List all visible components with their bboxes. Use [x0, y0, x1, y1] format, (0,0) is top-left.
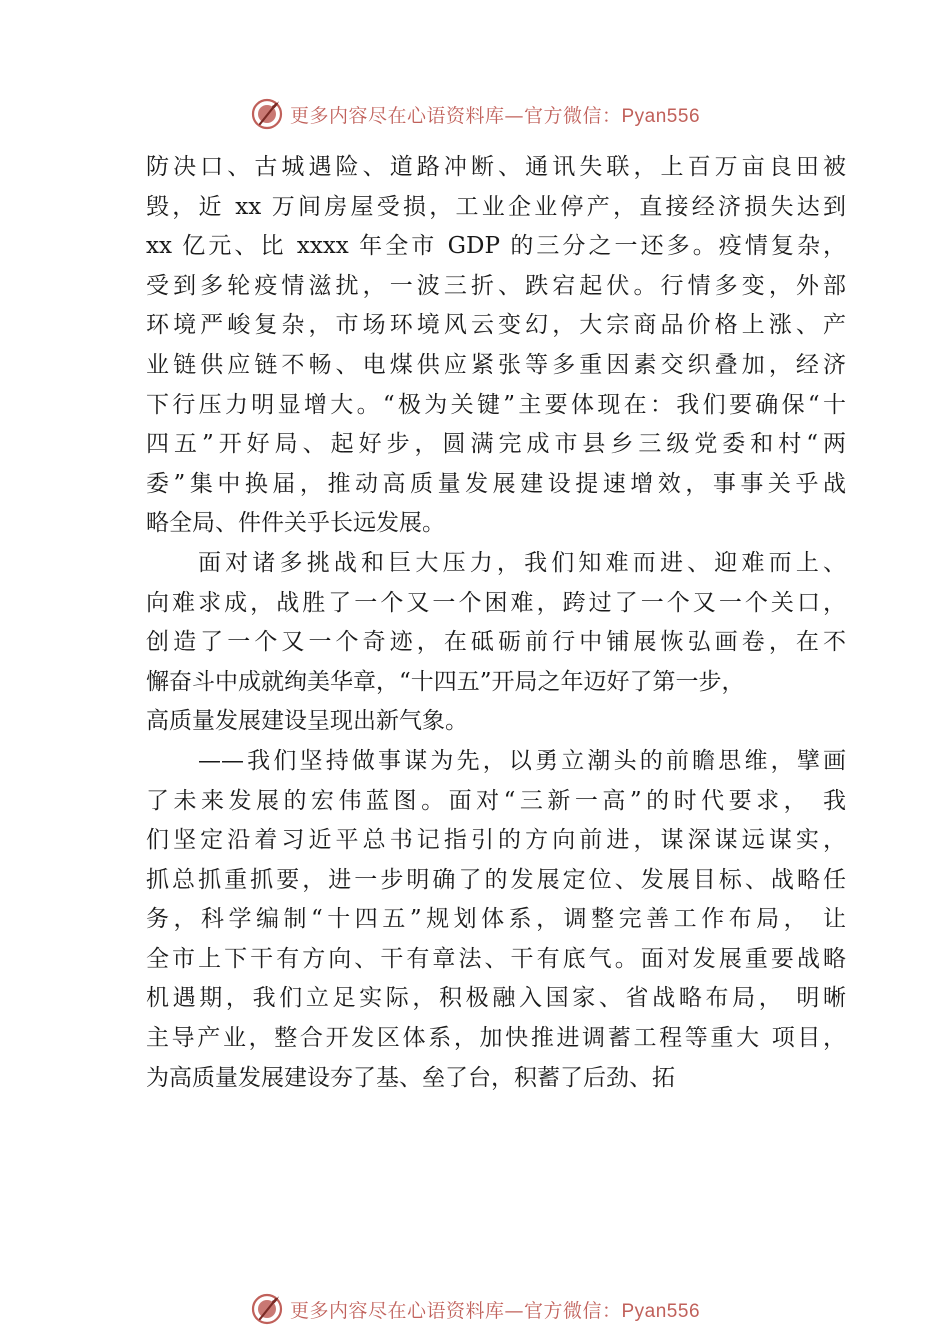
- text-line: 机遇期，我们立足实际，积极融入国家、省战略布局， 明晰: [146, 985, 846, 1012]
- banner-text: 更多内容尽在心语资料库—官方微信：Pyan556: [289, 104, 701, 127]
- text-line: ——我们坚持做事谋为先，以勇立潮头的前瞻思维，擘画: [198, 747, 846, 774]
- text-line: 防决口、古城遇险、道路冲断、通讯失联，上百万亩良田被: [146, 154, 846, 180]
- text-line: 创造了一个又一个奇迹，在砥砺前行中铺展恢弘画卷，在不: [146, 629, 846, 656]
- text-line: 了未来发展的宏伟蓝图。面对“三新一高”的时代要求， 我: [146, 787, 846, 814]
- text-line: 下行压力明显增大。“极为关键”主要体现在：我们要确保“十: [146, 391, 846, 418]
- text-line: 向难求成，战胜了一个又一个困难，跨过了一个又一个关口，: [146, 589, 846, 616]
- quill-seal-icon: [250, 97, 284, 131]
- text-line: 略全局、件件关乎长远发展。: [146, 510, 445, 537]
- banner-text: 更多内容尽在心语资料库—官方微信：Pyan556: [289, 1299, 701, 1322]
- header-banner: [0, 94, 950, 134]
- text-line: 面对诸多挑战和巨大压力，我们知难而进、迎难而上、: [198, 549, 846, 576]
- text-line: 受到多轮疫情滋扰，一波三折、跌宕起伏。行情多变，外部: [146, 272, 846, 299]
- wechat-id: Pyan556: [621, 105, 701, 127]
- footer-banner: [0, 1289, 950, 1329]
- text-line: 懈奋斗中成就绚美华章，“十四五”开局之年迈好了第一步，: [146, 668, 745, 695]
- text-line: 业链供应链不畅、电煤供应紧张等多重因素交织叠加，经济: [146, 351, 846, 378]
- text-line: 务，科学编制“十四五”规划体系，调整完善工作布局， 让: [146, 906, 846, 933]
- text-line: 环境严峻复杂，市场环境风云变幻，大宗商品价格上涨、产: [146, 312, 846, 339]
- text-line: 委”集中换届，推动高质量发展建设提速增效，事事关乎战: [146, 470, 846, 497]
- text-line: 高质量发展建设呈现出新气象。: [146, 708, 468, 735]
- text-line: 四五”开好局、起好步，圆满完成市县乡三级党委和村“两: [146, 431, 846, 458]
- text-line: xx 亿元、比 xxxx 年全市 GDP 的三分之一还多。疫情复杂，: [146, 233, 846, 260]
- wechat-id: Pyan556: [621, 1300, 701, 1322]
- text-line: 为高质量发展建设夯了基、垒了台，积蓄了后劲、拓: [146, 1064, 675, 1091]
- document-body: [146, 148, 846, 1098]
- text-line: 毁，近 xx 万间房屋受损，工业企业停产，直接经济损失达到: [146, 193, 846, 220]
- text-line: 抓总抓重抓要，进一步明确了的发展定位、发展目标、战略任: [146, 866, 846, 893]
- quill-seal-icon: [250, 1292, 284, 1326]
- text-line: 主导产业，整合开发区体系，加快推进调蓄工程等重大 项目，: [146, 1025, 846, 1052]
- text-line: 全市上下干有方向、干有章法、干有底气。面对发展重要战略: [146, 945, 846, 972]
- text-line: 们坚定沿着习近平总书记指引的方向前进，谋深谋远谋实，: [146, 827, 846, 854]
